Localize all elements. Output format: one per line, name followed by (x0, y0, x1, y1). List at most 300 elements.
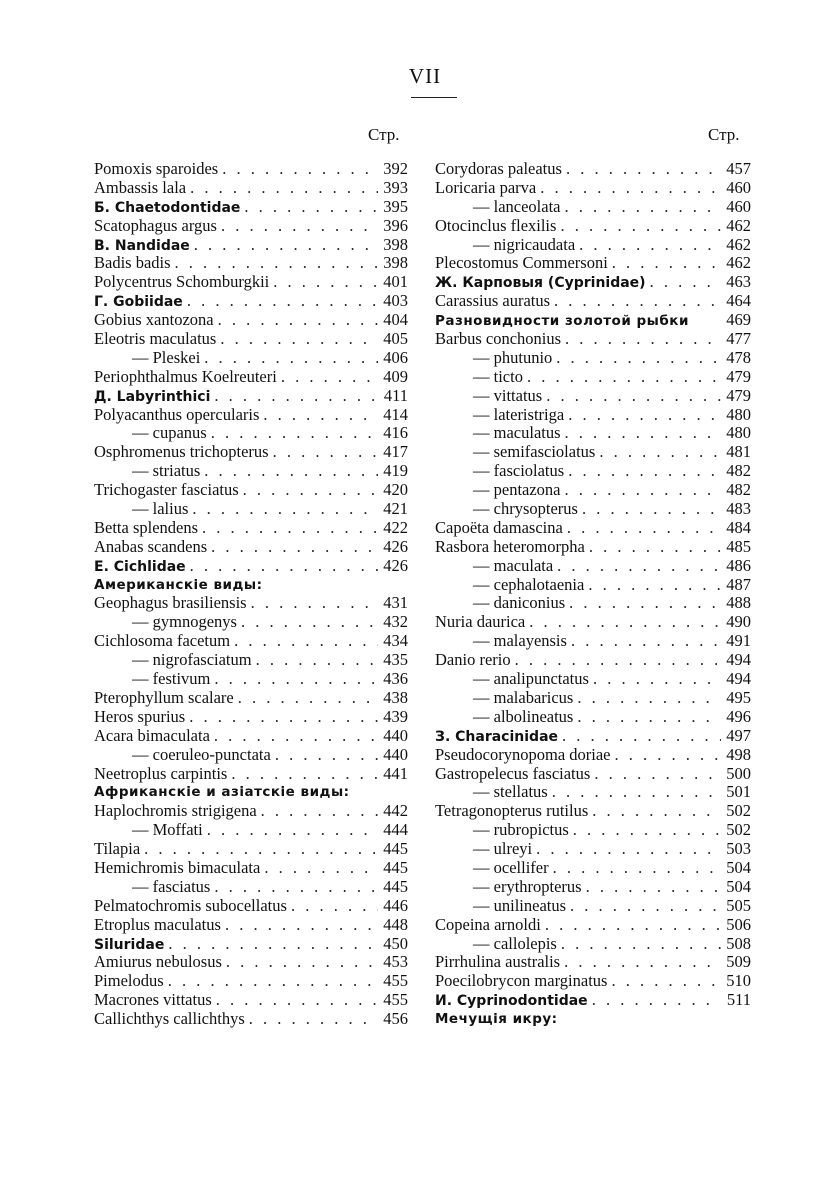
toc-entry-name: — lateristriga (473, 404, 565, 424)
toc-entry (94, 727, 408, 746)
toc-entry-name: Capoëta damascina (435, 517, 563, 537)
toc-entry-page: 393 (383, 177, 408, 197)
toc-entry-name: Pterophyllum scalare (94, 687, 234, 707)
toc-entry (435, 670, 751, 689)
toc-entry-name: Amiurus nebulosus (94, 952, 222, 972)
toc-entry (435, 897, 751, 916)
toc-leader-dots (525, 613, 721, 632)
toc-leader-dots (558, 727, 721, 746)
toc-entry-page: 479 (726, 385, 751, 405)
toc-entry (94, 802, 408, 821)
toc-entry-name: Acara bimaculata (94, 725, 210, 745)
toc-leader-dots (200, 462, 378, 481)
toc-entry-page: 435 (383, 650, 408, 670)
toc-entry (435, 765, 751, 784)
toc-entry (435, 576, 751, 595)
toc-entry (435, 217, 751, 236)
toc-entry-page: 421 (383, 499, 408, 519)
toc-entry-name: — semifasciolatus (473, 442, 596, 462)
toc-leader-dots (214, 311, 378, 330)
toc-entry-name: Periophthalmus Koelreuteri (94, 366, 277, 386)
toc-leader-dots (548, 783, 721, 802)
toc-right-column (435, 160, 751, 1029)
toc-leader-dots (185, 708, 378, 727)
toc-entry-name: Cichlosoma facetum (94, 631, 231, 651)
toc-leader-dots (212, 991, 378, 1010)
toc-entry-page: 508 (726, 933, 751, 953)
toc-entry (94, 670, 408, 689)
toc-section-heading (94, 387, 408, 406)
toc-section-heading (94, 198, 408, 217)
toc-leader-dots (190, 236, 378, 255)
toc-entry-name: — malabaricus (473, 687, 574, 707)
toc-leader-dots (584, 576, 721, 595)
toc-leader-dots (210, 727, 378, 746)
toc-section-heading (94, 557, 408, 576)
toc-entry-page: 482 (726, 480, 751, 500)
toc-entry-name: Trichogaster fasciatus (94, 480, 239, 500)
toc-entry-name: Разновидности золотой рыбки (435, 313, 689, 330)
toc-entry-name: — stellatus (473, 782, 548, 802)
toc-entry-name: — lalius (132, 499, 189, 519)
toc-leader-dots (532, 840, 721, 859)
toc-entry-name: Etroplus maculatus (94, 914, 221, 934)
toc-entry (94, 217, 408, 236)
toc-entry-name: — nigrofasciatum (132, 650, 252, 670)
toc-entry (94, 538, 408, 557)
toc-entry-name: Eleotris maculatus (94, 329, 217, 349)
toc-entry-page: 438 (383, 687, 408, 707)
toc-entry-page: 426 (383, 536, 408, 556)
toc-entry-page: 448 (383, 914, 408, 934)
toc-entry-page: 440 (383, 744, 408, 764)
toc-leader-dots (164, 972, 378, 991)
toc-entry-page: 484 (726, 517, 751, 537)
toc-entry-page: 401 (383, 272, 408, 292)
toc-section-heading (435, 991, 751, 1010)
toc-entry (94, 689, 408, 708)
toc-entry-name: — gymnogenys (132, 612, 237, 632)
toc-section-heading (94, 236, 408, 255)
toc-entry (94, 424, 408, 443)
toc-leader-dots (569, 821, 721, 840)
toc-entry-page: 462 (726, 253, 751, 273)
toc-entry-name: Otocinclus flexilis (435, 215, 557, 235)
toc-leader-dots (607, 972, 721, 991)
toc-leader-dots (210, 670, 378, 689)
toc-entry-name: Osphromenus trichopterus (94, 442, 269, 462)
toc-entry-page: 455 (383, 971, 408, 991)
toc-entry-page: 463 (726, 272, 751, 292)
toc-leader-dots (171, 254, 378, 273)
toc-leader-dots (239, 481, 378, 500)
toc-entry (94, 330, 408, 349)
toc-leader-dots (269, 443, 378, 462)
toc-leader-dots (252, 651, 378, 670)
toc-leader-dots (216, 330, 378, 349)
toc-entry-name: Loricaria parva (435, 177, 537, 197)
toc-leader-dots (259, 406, 378, 425)
toc-entry-name: — festivum (132, 669, 211, 689)
toc-leader-dots (217, 217, 378, 236)
page-number-rule (411, 97, 457, 98)
toc-entry-page: 439 (383, 706, 408, 726)
toc-entry-name: — Pleskei (132, 347, 201, 367)
toc-section-heading (435, 273, 751, 292)
toc-entry (435, 500, 751, 519)
toc-leader-dots (561, 330, 721, 349)
toc-leader-dots (567, 632, 721, 651)
toc-leader-dots (247, 594, 378, 613)
toc-entry-page: 501 (726, 782, 751, 802)
toc-leader-dots (582, 878, 721, 897)
toc-entry-page: 456 (383, 1009, 408, 1029)
toc-leader-dots (188, 500, 378, 519)
toc-entry-page: 446 (383, 895, 408, 915)
toc-entry (94, 859, 408, 878)
toc-entry-page: 434 (383, 631, 408, 651)
toc-entry (435, 292, 751, 311)
toc-entry-page: 404 (383, 310, 408, 330)
toc-section-heading (435, 727, 751, 746)
toc-entry (435, 368, 751, 387)
toc-leader-dots (573, 689, 721, 708)
toc-leader-dots (240, 198, 378, 217)
toc-entry-name: — albolineatus (473, 706, 574, 726)
toc-leader-dots (541, 916, 721, 935)
toc-section-heading (94, 783, 408, 802)
toc-entry (94, 821, 408, 840)
toc-entry-name: В. Nandidae (94, 237, 190, 254)
toc-entry (435, 878, 751, 897)
toc-entry-page: 403 (383, 291, 408, 311)
toc-entry (435, 783, 751, 802)
toc-leader-dots (588, 802, 721, 821)
toc-leader-dots (186, 179, 378, 198)
column-heading-left: Стр. (368, 125, 400, 144)
toc-entry-page: 426 (383, 555, 408, 575)
toc-entry-name: — daniconius (473, 593, 566, 613)
toc-leader-dots (542, 387, 721, 406)
toc-entry-name: — maculatus (473, 423, 561, 443)
toc-entry-page: 485 (726, 536, 751, 556)
toc-entry-name: — analipunctatus (473, 669, 589, 689)
toc-entry (94, 878, 408, 897)
toc-entry (94, 840, 408, 859)
toc-entry-name: Geophagus brasiliensis (94, 593, 247, 613)
toc-section-heading (435, 1010, 751, 1029)
toc-leader-dots (563, 519, 721, 538)
toc-leader-dots (561, 481, 721, 500)
toc-entry (435, 613, 751, 632)
toc-leader-dots (565, 594, 721, 613)
toc-entry-page: 500 (726, 763, 751, 783)
toc-entry (435, 859, 751, 878)
toc-entry-page: 479 (726, 366, 751, 386)
toc-entry (94, 443, 408, 462)
toc-entry-page: 398 (383, 234, 408, 254)
toc-leader-dots (566, 897, 721, 916)
toc-entry-name: Neetroplus carpintis (94, 763, 228, 783)
toc-entry (435, 935, 751, 954)
toc-entry-page: 480 (726, 404, 751, 424)
toc-entry-page: 411 (383, 385, 408, 405)
toc-leader-dots (210, 878, 378, 897)
toc-leader-dots (536, 179, 721, 198)
toc-entry-page: 442 (383, 801, 408, 821)
toc-entry-page: 477 (726, 329, 751, 349)
toc-entry (435, 236, 751, 255)
toc-leader-dots (646, 273, 721, 292)
toc-entry-name: Callichthys callichthys (94, 1009, 245, 1029)
toc-entry-name: Scatophagus argus (94, 215, 217, 235)
toc-entry-page: 495 (726, 687, 751, 707)
toc-leader-dots (550, 292, 721, 311)
toc-entry-name: — nigricaudata (473, 234, 576, 254)
toc-entry (435, 519, 751, 538)
toc-leader-dots (589, 670, 721, 689)
toc-leader-dots (608, 254, 721, 273)
toc-leader-dots (553, 557, 721, 576)
toc-entry-name: Г. Gobiidae (94, 294, 183, 311)
toc-leader-dots (556, 217, 721, 236)
toc-entry-name: — rubropictus (473, 820, 569, 840)
toc-leader-dots (564, 406, 721, 425)
toc-entry (435, 330, 751, 349)
toc-entry (435, 594, 751, 613)
toc-entry-page: 395 (383, 196, 408, 216)
toc-leader-dots (557, 935, 721, 954)
toc-left-column (94, 160, 408, 1029)
toc-leader-dots (271, 746, 378, 765)
toc-entry-page: 503 (726, 839, 751, 859)
toc-entry (435, 462, 751, 481)
toc-section-heading (94, 292, 408, 311)
toc-leader-dots (230, 632, 378, 651)
toc-entry (94, 311, 408, 330)
toc-entry-page: 445 (383, 857, 408, 877)
toc-entry-page: 416 (383, 423, 408, 443)
toc-entry-name: Американскіе виды: (94, 576, 263, 593)
toc-entry-page: 482 (726, 461, 751, 481)
toc-entry-name: И. Cyprinodontidae (435, 993, 588, 1010)
toc-entry-page: 444 (383, 820, 408, 840)
toc-entry-page: 498 (726, 744, 751, 764)
toc-entry-name: — erythropterus (473, 876, 582, 896)
toc-leader-dots (287, 897, 378, 916)
toc-entry-name: — lanceolata (473, 196, 561, 216)
toc-entry-page: 405 (383, 329, 408, 349)
toc-entry-name: Pseudocorynopoma doriae (435, 744, 611, 764)
toc-leader-dots (573, 708, 721, 727)
toc-entry-page: 460 (726, 177, 751, 197)
toc-entry-name: Ж. Карповыя (Cyprinidae) (435, 275, 646, 292)
toc-entry-page: 417 (383, 442, 408, 462)
toc-entry-name: — fasciolatus (473, 461, 565, 481)
toc-leader-dots (222, 953, 378, 972)
toc-entry-name: — malayensis (473, 631, 567, 651)
toc-section-heading (435, 311, 751, 330)
toc-entry-name: Gobius xantozona (94, 310, 214, 330)
toc-entry (94, 368, 408, 387)
toc-entry-page: 504 (726, 876, 751, 896)
toc-entry (435, 481, 751, 500)
toc-entry-page: 436 (383, 669, 408, 689)
toc-entry-page: 431 (383, 593, 408, 613)
toc-leader-dots (207, 424, 378, 443)
toc-entry (435, 443, 751, 462)
toc-leader-dots (523, 368, 721, 387)
toc-entry (94, 519, 408, 538)
toc-entry (94, 500, 408, 519)
toc-entry-page: 509 (726, 952, 751, 972)
toc-leader-dots (218, 160, 378, 179)
toc-entry-page: 457 (726, 159, 751, 178)
toc-entry-page: 504 (726, 857, 751, 877)
toc-entry-page: 491 (726, 631, 751, 651)
toc-entry-page: 398 (383, 253, 408, 273)
toc-leader-dots (200, 349, 378, 368)
page-number: VII (408, 64, 442, 88)
toc-entry-page: 494 (726, 650, 751, 670)
toc-entry-page: 505 (726, 895, 751, 915)
toc-entry-page: 445 (383, 876, 408, 896)
toc-entry (94, 462, 408, 481)
toc-entry (94, 632, 408, 651)
toc-entry-page: 460 (726, 196, 751, 216)
toc-entry-page: 450 (383, 933, 408, 953)
toc-entry (94, 991, 408, 1010)
toc-entry-name: — vittatus (473, 385, 543, 405)
toc-entry-name: Африканскіе и азіатскіе виды: (94, 784, 350, 801)
toc-entry (94, 160, 408, 179)
toc-entry-name: Pelmatochromis subocellatus (94, 895, 287, 915)
toc-entry-name: Polyacanthus opercularis (94, 404, 260, 424)
toc-section-heading (94, 935, 408, 954)
toc-entry (94, 349, 408, 368)
toc-leader-dots (186, 557, 378, 576)
toc-entry-page: 445 (383, 839, 408, 859)
toc-entry-name: Б. Chaetodontidae (94, 199, 241, 216)
toc-entry (435, 198, 751, 217)
toc-entry (435, 406, 751, 425)
toc-entry-name: Tilapia (94, 839, 141, 859)
toc-entry (94, 651, 408, 670)
toc-leader-dots (164, 935, 378, 954)
toc-entry-page: 414 (383, 404, 408, 424)
toc-leader-dots (595, 443, 721, 462)
toc-entry-name: Betta splendens (94, 517, 199, 537)
toc-entry (435, 179, 751, 198)
toc-leader-dots (237, 613, 378, 632)
toc-entry (435, 821, 751, 840)
toc-entry-page: 483 (726, 499, 751, 519)
toc-entry (435, 746, 751, 765)
toc-entry (435, 557, 751, 576)
toc-entry-page: 496 (726, 706, 751, 726)
toc-leader-dots (234, 689, 378, 708)
toc-entry (435, 538, 751, 557)
toc-entry-page: 502 (726, 801, 751, 821)
toc-entry-name: Corydoras paleatus (435, 159, 562, 178)
toc-entry (94, 406, 408, 425)
toc-section-heading (94, 576, 408, 595)
toc-entry-page: 406 (383, 347, 408, 367)
toc-entry (435, 953, 751, 972)
toc-entry-name: Pirrhulina australis (435, 952, 561, 972)
toc-entry (94, 254, 408, 273)
toc-entry-name: Copeina arnoldi (435, 914, 541, 934)
toc-entry-name: Anabas scandens (94, 536, 208, 556)
toc-entry-page: 480 (726, 423, 751, 443)
toc-entry-name: Pomoxis sparoides (94, 159, 219, 178)
toc-entry-name: Hemichromis bimaculata (94, 857, 261, 877)
toc-leader-dots (183, 292, 378, 311)
toc-entry-page: 486 (726, 555, 751, 575)
toc-entry-page: 420 (383, 480, 408, 500)
toc-entry-page: 462 (726, 215, 751, 235)
toc-entry-name: З. Characinidae (435, 728, 559, 745)
toc-entry (435, 632, 751, 651)
toc-entry-name: Badis badis (94, 253, 171, 273)
toc-entry (94, 746, 408, 765)
toc-leader-dots (221, 916, 378, 935)
toc-entry-name: — ulreyi (473, 839, 533, 859)
toc-entry-page: 432 (383, 612, 408, 632)
toc-entry-name: Carassius auratus (435, 291, 551, 311)
toc-entry (435, 254, 751, 273)
toc-entry-page: 511 (726, 990, 751, 1010)
toc-entry-page: 464 (726, 291, 751, 311)
toc-leader-dots (257, 802, 378, 821)
toc-entry-name: Plecostomus Commersoni (435, 253, 608, 273)
toc-leader-dots (564, 462, 721, 481)
toc-entry-name: — maculata (473, 555, 554, 575)
toc-entry-page: 455 (383, 990, 408, 1010)
toc-entry-page: 469 (726, 310, 751, 330)
column-heading-right: Стр. (708, 125, 740, 144)
toc-entry-page: 392 (383, 159, 408, 178)
toc-leader-dots (611, 746, 722, 765)
toc-entry-name: Е. Cichlidae (94, 558, 186, 575)
toc-entry (94, 953, 408, 972)
toc-entry-name: — cephalotaenia (473, 574, 585, 594)
toc-entry-name: — unilineatus (473, 895, 567, 915)
toc-entry (94, 972, 408, 991)
toc-entry-name: Barbus conchonius (435, 329, 562, 349)
toc-entry-page: 462 (726, 234, 751, 254)
toc-leader-dots (277, 368, 378, 387)
toc-entry-page: 478 (726, 347, 751, 367)
toc-entry-name: Macrones vittatus (94, 990, 212, 1010)
toc-leader-dots (578, 500, 721, 519)
toc-entry (94, 613, 408, 632)
toc-entry (94, 765, 408, 784)
toc-leader-dots (588, 991, 721, 1010)
toc-entry-name: Д. Labyrinthici (94, 388, 211, 405)
toc-entry (435, 916, 751, 935)
toc-entry (435, 349, 751, 368)
toc-entry-name: Polycentrus Schomburgkii (94, 272, 270, 292)
toc-leader-dots (552, 349, 721, 368)
toc-entry-name: — ticto (473, 366, 523, 386)
toc-entry (94, 594, 408, 613)
toc-leader-dots (140, 840, 378, 859)
toc-entry-name: — callolepis (473, 933, 557, 953)
toc-entry (94, 916, 408, 935)
toc-leader-dots (562, 160, 721, 179)
toc-entry (435, 651, 751, 670)
